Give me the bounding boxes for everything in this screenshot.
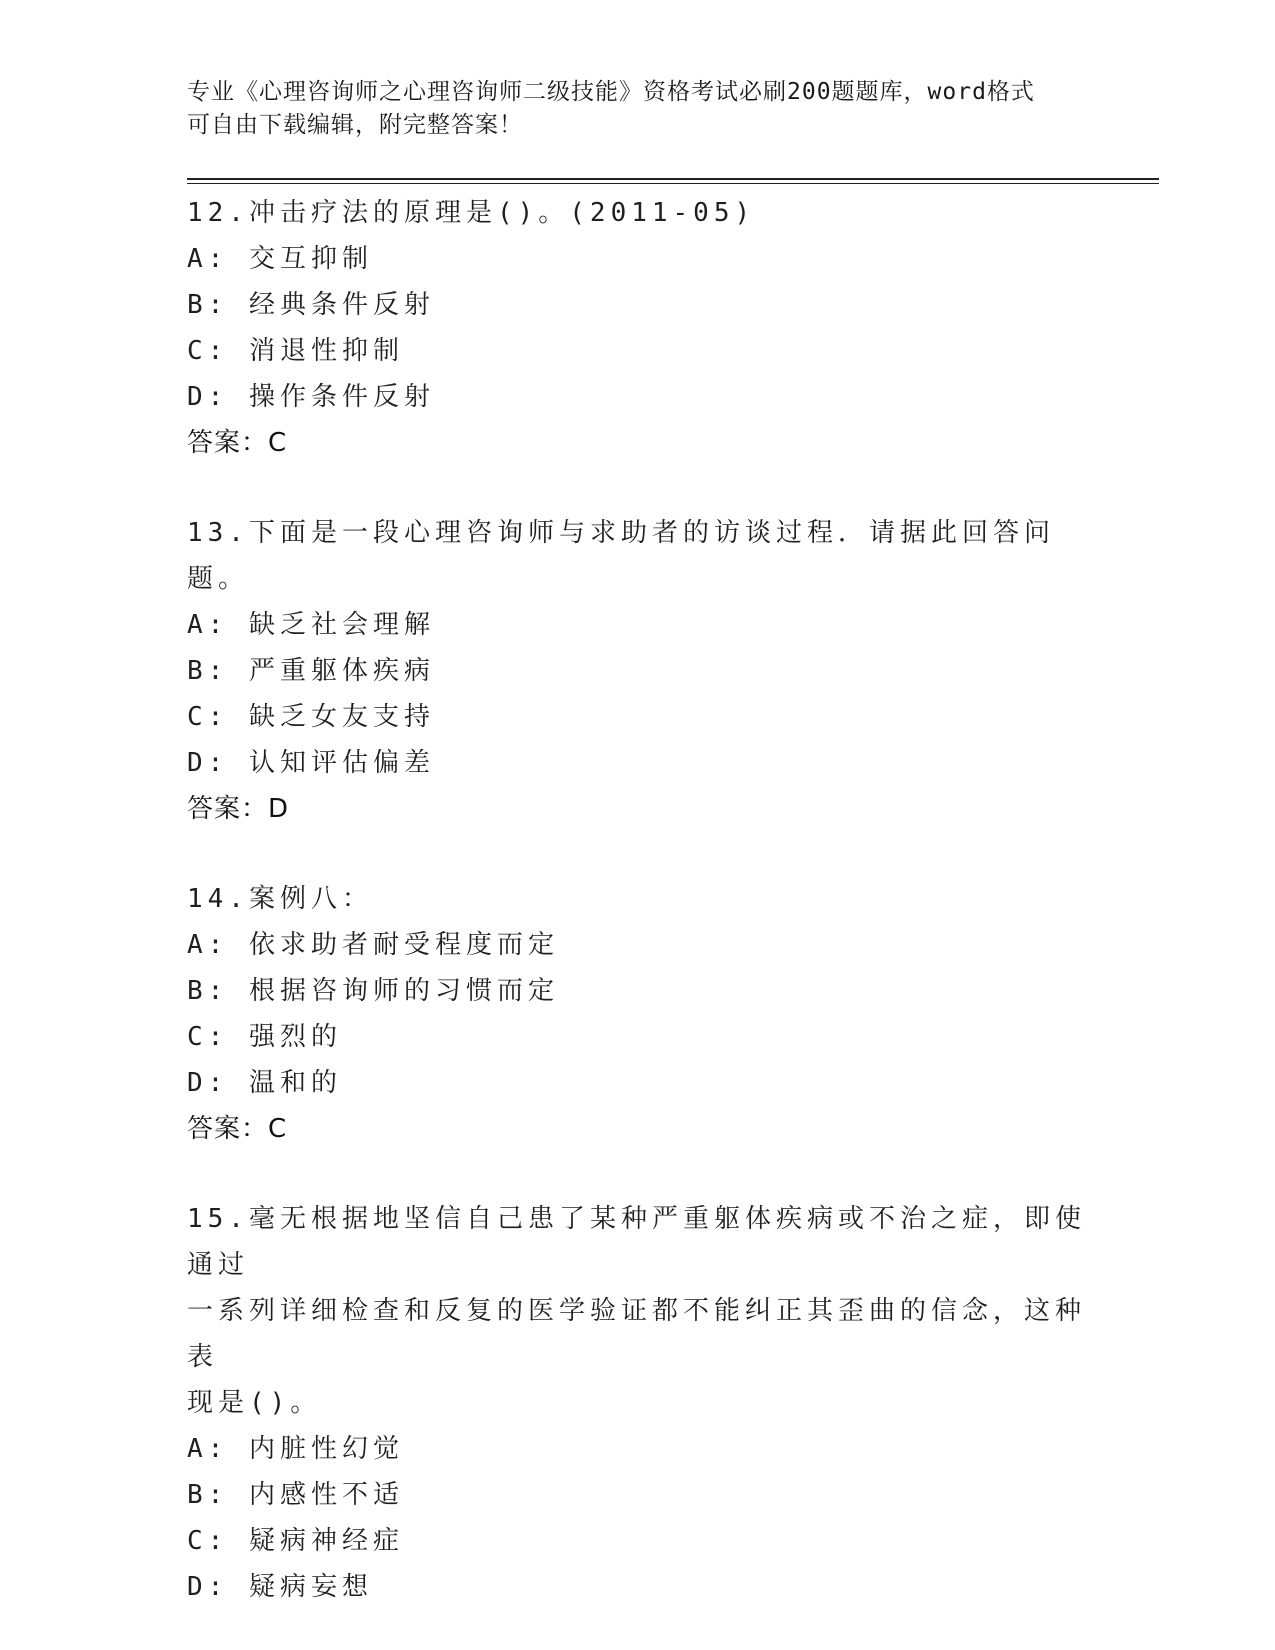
option-b: B: 根据咨询师的习惯而定 (187, 976, 559, 1006)
option-b: B: 内感性不适 (187, 1480, 404, 1510)
spacer (187, 1152, 1087, 1196)
option-c: C: 疑病神经症 (187, 1526, 404, 1556)
question-stem-line-3: 现是()。 (187, 1388, 322, 1418)
option-d: D: 疑病妄想 (187, 1572, 373, 1602)
question-stem: 13.下面是一段心理咨询师与求助者的访谈过程．请据此回答问题。 (187, 518, 1055, 594)
option-a: A: 缺乏社会理解 (187, 610, 435, 640)
option-c: C: 缺乏女友支持 (187, 702, 435, 732)
question-13 (187, 510, 1087, 832)
spacer (187, 466, 1087, 510)
header-divider-thick (187, 178, 1159, 180)
question-15 (187, 1196, 1087, 1610)
option-d: D: 温和的 (187, 1068, 342, 1098)
question-list (187, 190, 1087, 1610)
option-d: D: 认知评估偏差 (187, 748, 435, 778)
answer-line: 答案：C (187, 1114, 288, 1144)
option-a: A: 依求助者耐受程度而定 (187, 930, 559, 960)
option-b: B: 经典条件反射 (187, 290, 435, 320)
spacer (187, 832, 1087, 876)
question-14 (187, 876, 1087, 1152)
option-a: A: 交互抑制 (187, 244, 373, 274)
header-line-1: 专业《心理咨询师之心理咨询师二级技能》资格考试必刷200题题库，word格式 (187, 79, 1035, 105)
question-12 (187, 190, 1087, 466)
option-d: D: 操作条件反射 (187, 382, 435, 412)
question-stem: 12.冲击疗法的原理是()。(2011-05) (187, 198, 756, 228)
document-header (187, 76, 1087, 142)
question-stem-line-1: 15.毫无根据地坚信自己患了某种严重躯体疾病或不治之症，即使通过 (187, 1204, 1086, 1280)
option-b: B: 严重躯体疾病 (187, 656, 435, 686)
header-line-2: 可自由下载编辑，附完整答案！ (187, 112, 523, 138)
option-c: C: 消退性抑制 (187, 336, 404, 366)
option-a: A: 内脏性幻觉 (187, 1434, 404, 1464)
question-stem-line-2: 一系列详细检查和反复的医学验证都不能纠正其歪曲的信念，这种表 (187, 1296, 1087, 1372)
answer-line: 答案：D (187, 794, 290, 824)
header-divider-thin (187, 183, 1159, 184)
option-c: C: 强烈的 (187, 1022, 342, 1052)
question-stem: 14.案例八： (187, 884, 373, 914)
answer-line: 答案：C (187, 428, 288, 458)
